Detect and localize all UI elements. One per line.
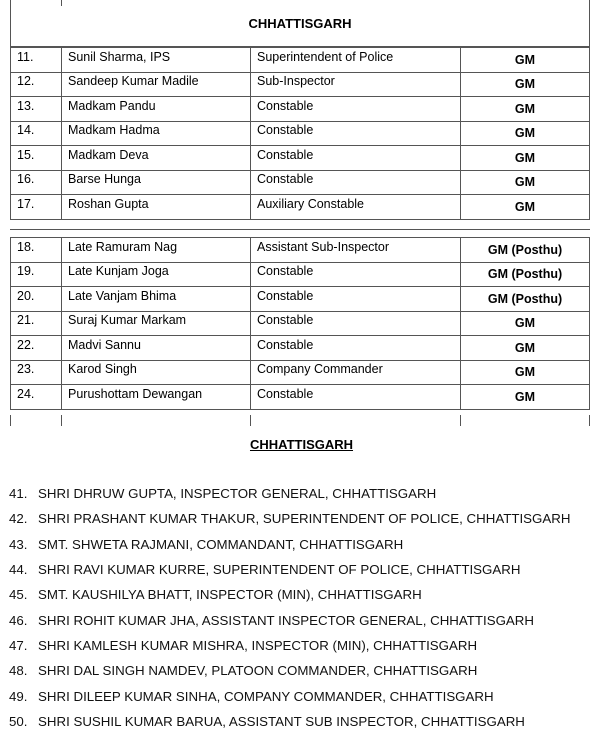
list-item-number: 41. <box>9 486 28 502</box>
table-row <box>11 146 590 171</box>
list-item <box>9 532 570 557</box>
serial-number-cell <box>11 336 62 361</box>
award-cell <box>461 146 590 171</box>
name-cell-text: Karod Singh <box>68 362 137 377</box>
table-edge-stub <box>589 415 590 426</box>
table-row <box>11 121 590 146</box>
rank-cell-text: Constable <box>257 386 314 401</box>
list-item-text: SHRI PRASHANT KUMAR THAKUR, SUPERINTENDENT OF POLICE, CHHATTISGARH <box>38 511 571 527</box>
rank-cell <box>251 238 461 263</box>
serial-number-cell-text: 13. <box>17 98 35 113</box>
award-cell-text: GM <box>514 199 536 214</box>
list-item-text: SHRI DILEEP KUMAR SINHA, COMPANY COMMANDER, CHHATTISGARH <box>38 688 494 704</box>
table-divider-line <box>10 229 590 230</box>
award-cell <box>461 262 590 287</box>
list-item <box>9 557 570 582</box>
list-item-number: 44. <box>9 562 28 578</box>
rank-cell <box>251 336 461 361</box>
serial-number-cell-text: 19. <box>17 264 35 279</box>
table-edge-stub <box>460 415 461 426</box>
list-item-text: SMT. SHWETA RAJMANI, COMMANDANT, CHHATTISGARH <box>38 536 404 552</box>
name-cell-text: Purushottam Dewangan <box>68 386 203 401</box>
table-row <box>11 311 590 336</box>
award-cell <box>461 287 590 312</box>
table-row <box>11 238 590 263</box>
serial-number-cell-text: 22. <box>17 337 35 352</box>
rank-cell <box>251 262 461 287</box>
serial-number-cell-text: 14. <box>17 123 35 138</box>
table-edge-stub <box>61 415 62 426</box>
name-cell-text: Madkam Hadma <box>68 123 160 138</box>
rank-cell-text: Company Commander <box>257 362 383 377</box>
name-cell-text: Madvi Sannu <box>68 337 141 352</box>
name-cell <box>62 287 251 312</box>
award-cell <box>461 238 590 263</box>
list-item-number: 49. <box>9 688 28 704</box>
state-header-cell <box>10 0 590 47</box>
serial-number-cell <box>11 121 62 146</box>
name-cell <box>62 195 251 220</box>
name-cell <box>62 262 251 287</box>
rank-cell <box>251 287 461 312</box>
list-item-number: 42. <box>9 511 28 527</box>
name-cell-text: Suraj Kumar Markam <box>68 313 187 328</box>
name-cell <box>62 238 251 263</box>
rank-cell-text: Constable <box>257 98 314 113</box>
serial-number-cell <box>11 360 62 385</box>
rank-cell-text: Sub-Inspector <box>257 74 335 89</box>
name-cell <box>62 48 251 73</box>
awardee-table-second <box>10 237 590 410</box>
rank-cell-text: Constable <box>257 337 314 352</box>
table-row <box>11 385 590 410</box>
rank-cell <box>251 360 461 385</box>
award-cell-text: GM <box>514 175 536 190</box>
serial-number-cell <box>11 311 62 336</box>
list-item <box>9 506 570 531</box>
award-cell-text: GM <box>514 52 536 67</box>
rank-cell <box>251 385 461 410</box>
serial-number-cell <box>11 238 62 263</box>
award-cell-text: GM <box>514 150 536 165</box>
serial-number-cell <box>11 287 62 312</box>
name-cell-text: Sandeep Kumar Madile <box>68 74 199 89</box>
list-item-number: 46. <box>9 612 28 628</box>
serial-number-cell-text: 15. <box>17 147 35 162</box>
award-cell-text: GM <box>514 389 536 404</box>
name-cell <box>62 121 251 146</box>
name-cell <box>62 311 251 336</box>
name-cell-text: Late Vanjam Bhima <box>68 288 177 303</box>
section-heading: CHHATTISGARH <box>249 437 354 452</box>
table-row <box>11 72 590 97</box>
rank-cell <box>251 195 461 220</box>
name-cell <box>62 97 251 122</box>
awardee-table-body <box>11 48 590 220</box>
award-cell-text: GM (Posthu) <box>487 267 563 282</box>
serial-number-cell-text: 24. <box>17 386 35 401</box>
rank-cell-text: Constable <box>257 172 314 187</box>
list-item-number: 48. <box>9 663 28 679</box>
name-cell-text: Madkam Deva <box>68 147 149 162</box>
serial-number-cell-text: 17. <box>17 196 35 211</box>
award-cell-text: GM <box>514 77 536 92</box>
list-item <box>9 633 570 658</box>
table-row <box>11 195 590 220</box>
list-item-text: SMT. KAUSHILYA BHATT, INSPECTOR (MIN), CHHATTISGARH <box>38 587 422 603</box>
serial-number-cell-text: 23. <box>17 362 35 377</box>
name-cell-text: Late Ramuram Nag <box>68 239 178 254</box>
serial-number-cell-text: 18. <box>17 239 35 254</box>
table-row <box>11 360 590 385</box>
table-row <box>11 336 590 361</box>
rank-cell-text: Constable <box>257 123 314 138</box>
rank-cell <box>251 121 461 146</box>
serial-number-cell <box>11 72 62 97</box>
serial-number-cell-text: 21. <box>17 313 35 328</box>
rank-cell <box>251 311 461 336</box>
name-cell-text: Late Kunjam Joga <box>68 264 169 279</box>
list-item-text: SHRI DAL SINGH NAMDEV, PLATOON COMMANDER, CHHATTISGARH <box>38 663 478 679</box>
awardee-table-body <box>11 238 590 410</box>
list-item-text: SHRI ROHIT KUMAR JHA, ASSISTANT INSPECTOR GENERAL, CHHATTISGARH <box>38 612 535 628</box>
rank-cell <box>251 146 461 171</box>
serial-number-cell <box>11 97 62 122</box>
list-item-text: SHRI DHRUW GUPTA, INSPECTOR GENERAL, CHHATTISGARH <box>38 486 437 502</box>
award-cell <box>461 48 590 73</box>
table-edge-stub <box>10 415 11 426</box>
award-cell <box>461 311 590 336</box>
list-item-number: 45. <box>9 587 28 603</box>
serial-number-cell-text: 16. <box>17 172 35 187</box>
list-item-number: 50. <box>9 713 28 729</box>
name-cell <box>62 146 251 171</box>
serial-number-cell <box>11 195 62 220</box>
award-cell-text: GM (Posthu) <box>487 242 563 257</box>
serial-number-cell <box>11 48 62 73</box>
officer-list <box>9 481 570 734</box>
table-row <box>11 170 590 195</box>
serial-number-cell <box>11 385 62 410</box>
list-item-text: SHRI KAMLESH KUMAR MISHRA, INSPECTOR (MIN), CHHATTISGARH <box>38 637 478 653</box>
name-cell-text: Roshan Gupta <box>68 196 149 211</box>
rank-cell <box>251 170 461 195</box>
state-header-title: CHHATTISGARH <box>248 16 352 31</box>
list-item-text: SHRI RAVI KUMAR KURRE, SUPERINTENDENT OF POLICE, CHHATTISGARH <box>38 562 521 578</box>
award-cell-text: GM <box>514 126 536 141</box>
award-cell <box>461 121 590 146</box>
awardee-table-first <box>10 47 590 220</box>
award-cell <box>461 170 590 195</box>
table-edge-stub <box>250 415 251 426</box>
rank-cell-text: Constable <box>257 147 314 162</box>
list-item <box>9 683 570 708</box>
award-cell-text: GM <box>514 340 536 355</box>
serial-number-cell-text: 20. <box>17 288 35 303</box>
serial-number-cell-text: 11. <box>17 49 34 64</box>
name-cell-text: Barse Hunga <box>68 172 141 187</box>
award-cell <box>461 97 590 122</box>
award-cell-text: GM (Posthu) <box>487 291 563 306</box>
list-item <box>9 481 570 506</box>
list-item-number: 43. <box>9 536 28 552</box>
name-cell <box>62 360 251 385</box>
rank-cell <box>251 48 461 73</box>
table-row <box>11 287 590 312</box>
list-item <box>9 607 570 632</box>
table-row <box>11 48 590 73</box>
award-cell-text: GM <box>514 316 536 331</box>
serial-number-cell-text: 12. <box>17 74 35 89</box>
list-item <box>9 658 570 683</box>
award-cell-text: GM <box>514 101 536 116</box>
list-item-number: 47. <box>9 637 28 653</box>
rank-cell <box>251 97 461 122</box>
award-cell <box>461 360 590 385</box>
rank-cell <box>251 72 461 97</box>
name-cell <box>62 72 251 97</box>
name-cell-text: Sunil Sharma, IPS <box>68 49 171 64</box>
rank-cell-text: Constable <box>257 264 314 279</box>
list-item <box>9 709 570 734</box>
list-item <box>9 582 570 607</box>
award-cell-text: GM <box>514 365 536 380</box>
name-cell-text: Madkam Pandu <box>68 98 156 113</box>
award-cell <box>461 385 590 410</box>
award-cell <box>461 72 590 97</box>
serial-number-cell <box>11 262 62 287</box>
rank-cell-text: Constable <box>257 288 314 303</box>
name-cell <box>62 170 251 195</box>
serial-number-cell <box>11 170 62 195</box>
award-cell <box>461 336 590 361</box>
serial-number-cell <box>11 146 62 171</box>
rank-cell-text: Auxiliary Constable <box>257 196 364 211</box>
name-cell <box>62 336 251 361</box>
column-divider-stub <box>61 0 62 6</box>
list-item-text: SHRI SUSHIL KUMAR BARUA, ASSISTANT SUB INSPECTOR, CHHATTISGARH <box>38 713 525 729</box>
name-cell <box>62 385 251 410</box>
table-row <box>11 262 590 287</box>
award-cell <box>461 195 590 220</box>
rank-cell-text: Assistant Sub-Inspector <box>257 239 390 254</box>
table-row <box>11 97 590 122</box>
rank-cell-text: Superintendent of Police <box>257 49 394 64</box>
rank-cell-text: Constable <box>257 313 314 328</box>
